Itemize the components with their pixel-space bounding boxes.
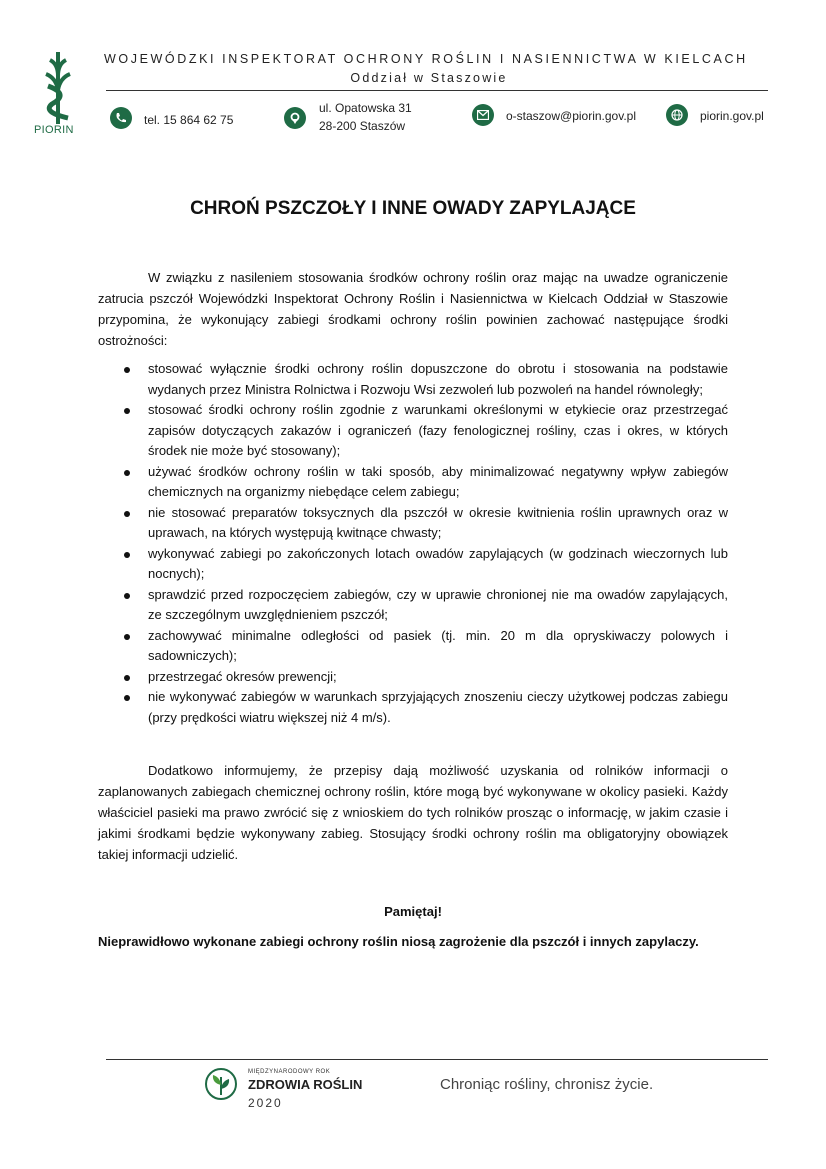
website-text[interactable]: piorin.gov.pl: [700, 109, 764, 123]
list-item-text: stosować wyłącznie środki ochrony roślin dopuszczone do obrotu i stosowania na podstawie wydanych przez Ministra Rolnictwa i Rozwoju Wsi zezwoleń lub pozwoleń na handel równoległy;: [148, 361, 728, 397]
footer-slogan: Chroniąc rośliny, chronisz życie.: [440, 1076, 654, 1093]
list-item: [98, 462, 728, 503]
list-item-text: zachowywać minimalne odległości od pasiek (tj. min. 20 m dla opryskiwaczy polowych i sadowniczych);: [148, 627, 728, 663]
list-item: [98, 359, 728, 400]
bullet-icon: [124, 593, 130, 599]
list-item-text: używać środków ochrony roślin w taki sposób, aby minimalizować negatywny wpływ zabiegów chemicznych na organizmy niebędące celem zabiegu;: [148, 463, 728, 499]
list-item-text: wykonywać zabiegi po zakończonych lotach owadów zapylających (w godzinach wieczornych lub nocnych);: [148, 545, 728, 581]
list-item-text: przestrzegać okresów prewencji;: [148, 668, 337, 684]
list-item-text: sprawdzić przed rozpoczęciem zabiegów, czy w uprawie chronionej nie ma owadów zapylających, ze szczególnym uwzględnieniem pszczół;: [148, 586, 728, 622]
bullet-icon: [124, 552, 130, 558]
list-item: [98, 667, 728, 688]
address-line2: 28-200 Staszów: [319, 119, 406, 133]
list-item: [98, 503, 728, 544]
footer-year-label: MIĘDZYNARODOWY ROK: [248, 1069, 331, 1075]
email-text[interactable]: o-staszow@piorin.gov.pl: [506, 109, 637, 123]
list-item: [98, 626, 728, 667]
phone-text[interactable]: tel. 15 864 62 75: [144, 113, 234, 127]
list-item-text: nie stosować preparatów toksycznych dla pszczół w okresie kwitnienia roślin uprawnych oraz w uprawach, na których występują kwitnące chwasty;: [148, 504, 728, 540]
bullet-icon: [124, 367, 130, 373]
org-name: WOJEWÓDZKI INSPEKTORAT OCHRONY ROŚLIN I NASIENNICTWA W KIELCACH: [104, 52, 748, 66]
additional-paragraph: Dodatkowo informujemy, że przepisy dają możliwość uzyskania od rolników informacji o zaplanowanych zabiegach chemicznej ochrony roślin, które mogą być wykonywane w okolicy pasieki. Każdy właściciel pasieki ma prawo zwrócić się z wnioskiem do tych rolników prosząc o informację, w jakim czasie i jakimi środkami będzie wykonywany zabieg. Stosujący środki ochrony roślin ma obligatoryjny obowiązek takiej informacji udzielić.: [98, 763, 728, 862]
list-item: [98, 400, 728, 462]
list-item: [98, 544, 728, 585]
email-icon: [472, 104, 494, 126]
list-item-text: stosować środki ochrony roślin zgodnie z warunkami określonymi w etykiecie oraz przestrzegać zapisów dotyczących zakazów i ograniczeń (fazy fenologicznej rośliny, czas i okres, w których środek nie może być stosowany);: [148, 402, 728, 458]
remember-heading: Pamiętaj!: [384, 904, 442, 919]
header-divider: [106, 90, 768, 91]
address-line1: ul. Opatowska 31: [319, 101, 412, 115]
page-title: CHROŃ PSZCZOŁY I INNE OWADY ZAPYLAJĄCE: [190, 198, 636, 219]
precautions-list: [98, 359, 728, 728]
footer-campaign-title: ZDROWIA ROŚLIN: [248, 1077, 363, 1092]
list-item-text: nie wykonywać zabiegów w warunkach sprzyjających znoszeniu cieczy użytkowej podczas zabiegu (przy prędkości wiatru większej niż 4 m/s).: [148, 689, 728, 725]
location-icon: [284, 107, 306, 129]
plant-health-logo: [204, 1067, 238, 1101]
warning-text: Nieprawidłowo wykonane zabiegi ochrony roślin niosą zagrożenie dla pszczół i innych zapylaczy.: [98, 934, 699, 949]
bullet-icon: [124, 634, 130, 640]
intro-paragraph: W związku z nasileniem stosowania środków ochrony roślin oraz mając na uwadze ograniczenie zatrucia pszczół Wojewódzki Inspektorat Ochrony Roślin i Nasiennictwa w Kielcach Oddział w Staszowie przypomina, że wykonujący zabiegi środkami ochrony roślin powinien zachować następujące środki ostrożności:: [98, 270, 728, 348]
globe-icon: [666, 104, 688, 126]
bullet-icon: [124, 470, 130, 476]
footer-divider: [106, 1059, 768, 1060]
org-branch: Oddział w Staszowie: [350, 71, 508, 85]
list-item: [98, 585, 728, 626]
bullet-icon: [124, 675, 130, 681]
list-item: [98, 687, 728, 728]
logo-text: PIORIN: [34, 124, 74, 136]
bullet-icon: [124, 511, 130, 517]
footer-year: 2020: [248, 1096, 283, 1110]
phone-icon: [110, 107, 132, 129]
bullet-icon: [124, 695, 130, 701]
bullet-icon: [124, 408, 130, 414]
